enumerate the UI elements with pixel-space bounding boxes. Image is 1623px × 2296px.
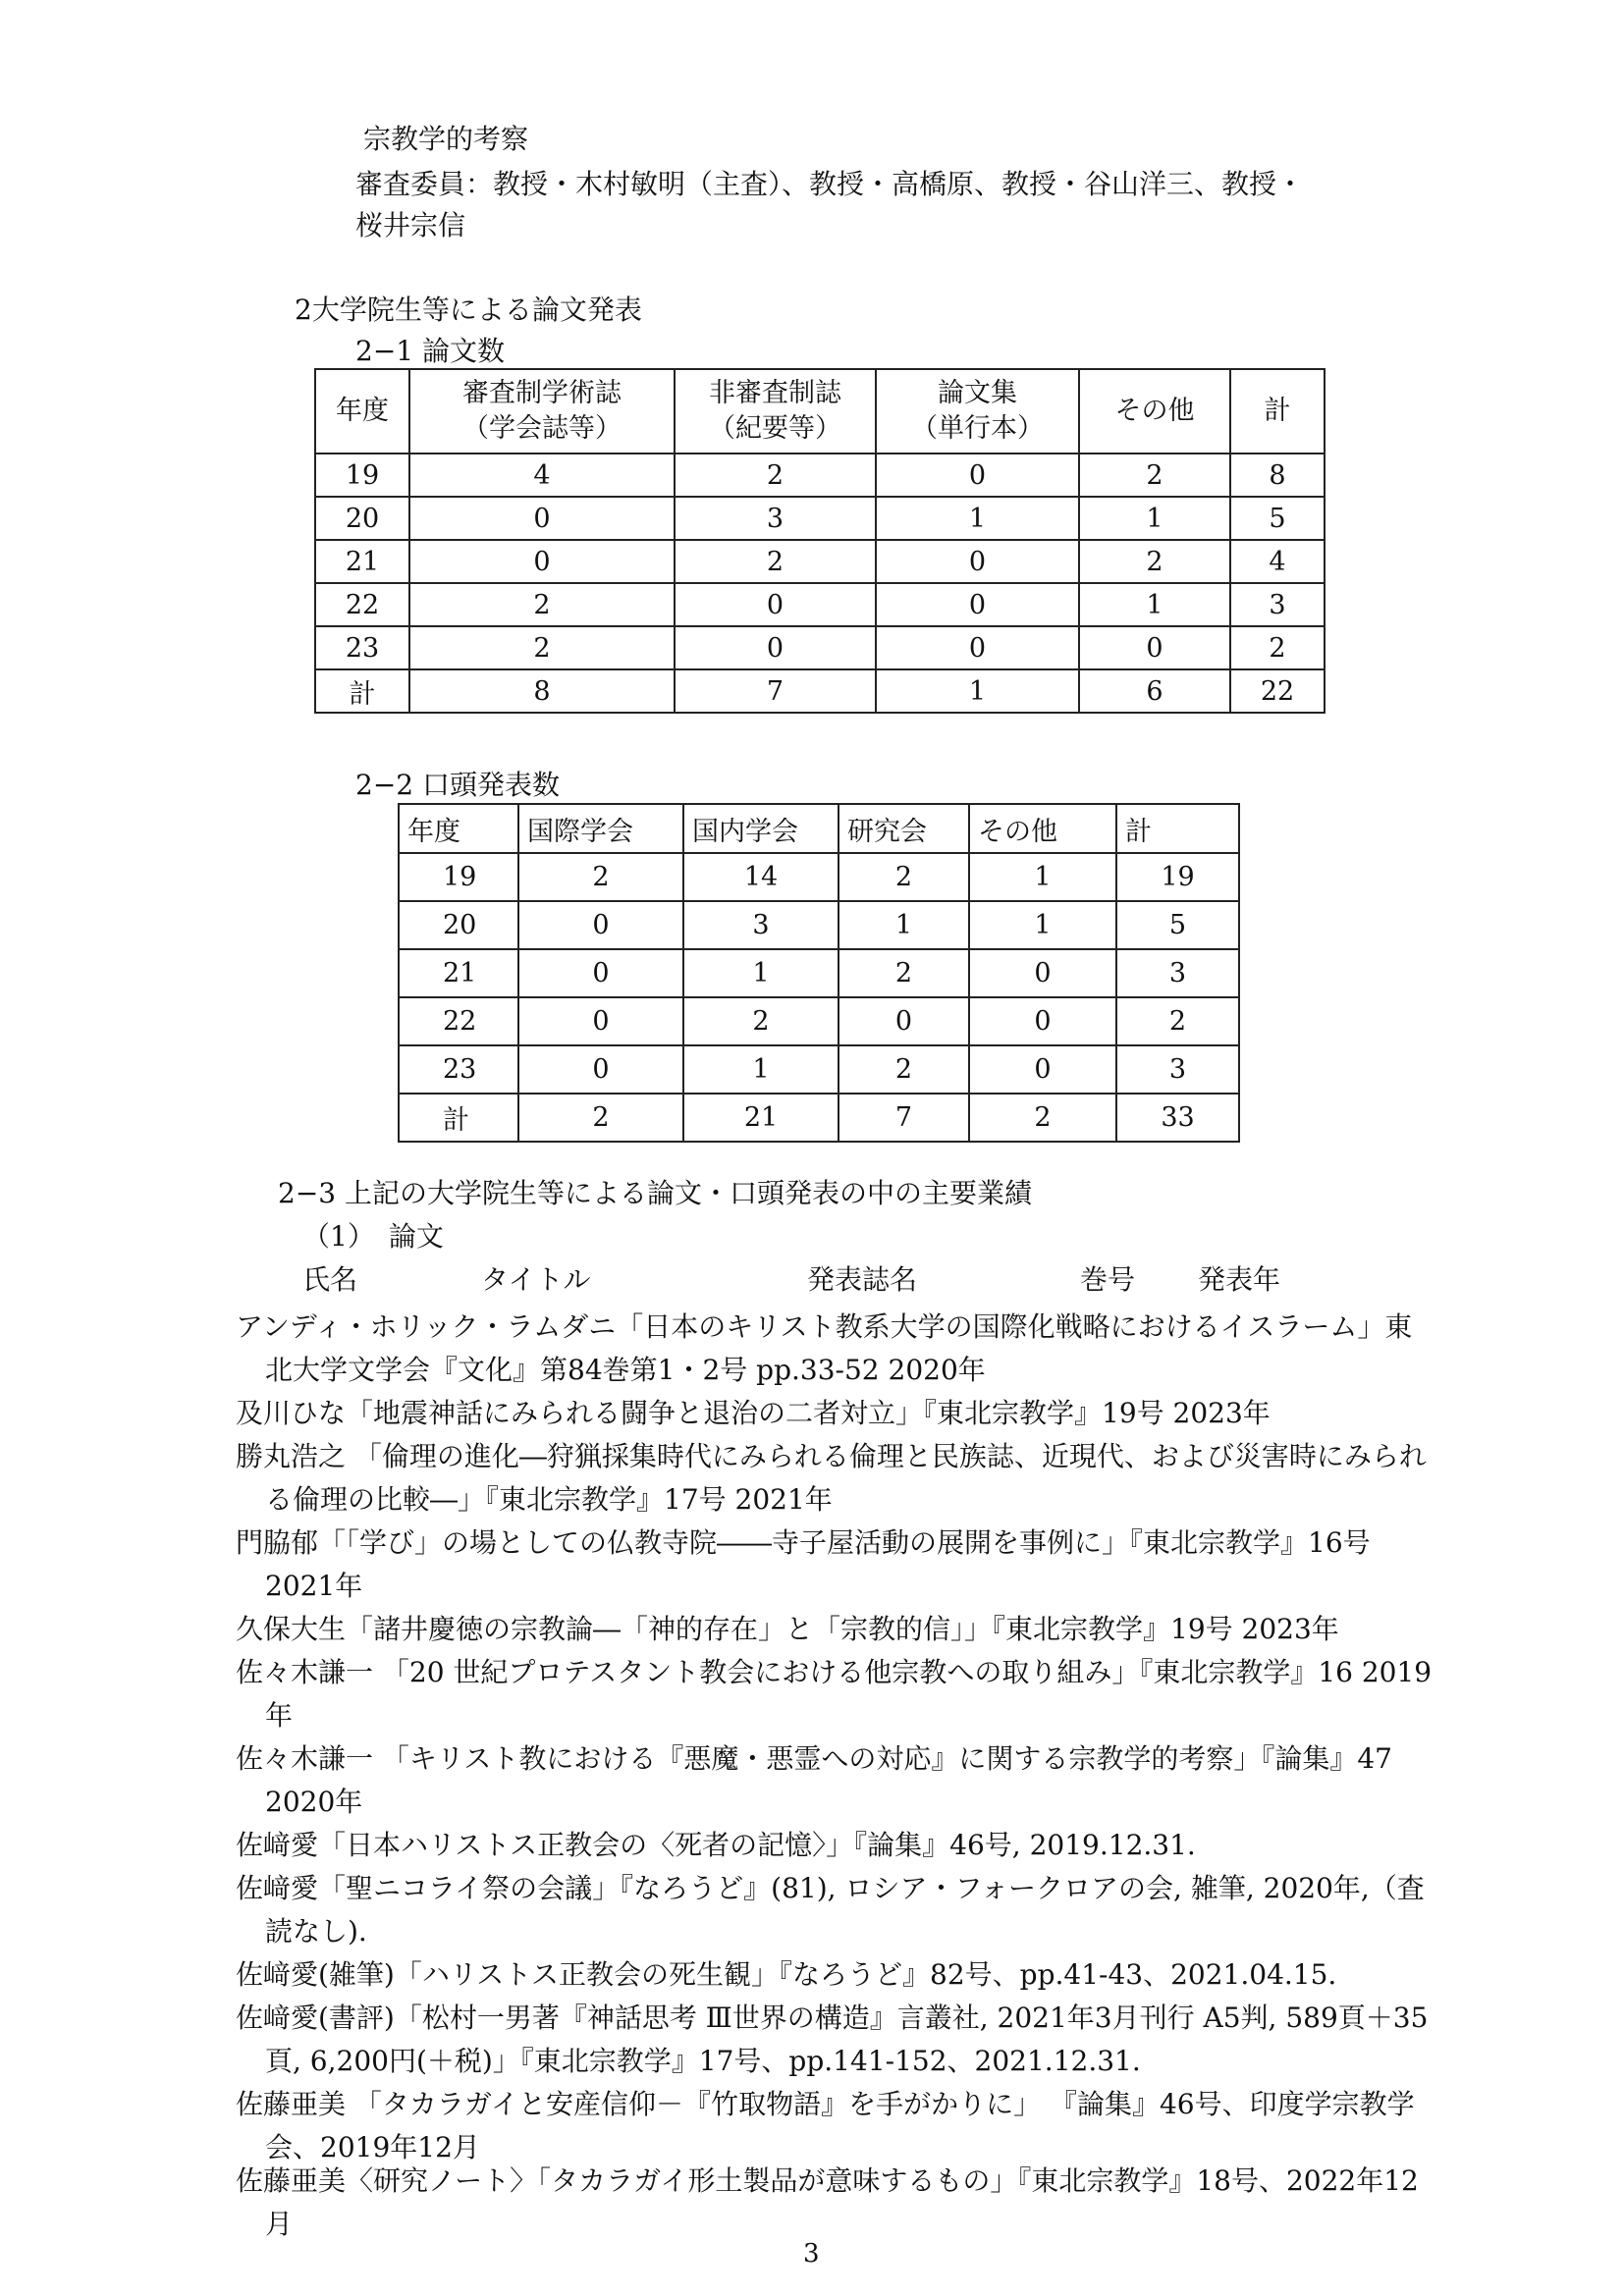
header-line-1: 宗教学的考察 [363, 123, 529, 155]
table-row [399, 901, 1239, 949]
subsection-2-2: 2−2 口頭発表数 [355, 769, 560, 801]
col-header: その他 [1079, 369, 1230, 454]
table-cell: 14 [683, 853, 839, 901]
list-item: 佐﨑愛(雑筆)「ハリストス正教会の死生観」『なろうど』82号、pp.41-43、2021.04.15. [236, 1958, 1337, 1991]
col-header: 計 [1230, 369, 1325, 454]
paper-count-table [314, 368, 1325, 714]
list-item: 佐﨑愛(書評)「松村一男著『神話思考 Ⅲ世界の構造』言叢社, 2021年3月刊行 A5判, 589頁＋35頁, 6,200円(＋税)」『東北宗教学』17号、pp.141-152、2021.12.31. [236, 2002, 1429, 2077]
table-cell: 22 [1230, 669, 1325, 713]
table-cell: 計 [399, 1094, 518, 1142]
table-cell: 21 [315, 540, 409, 583]
list-item: 門脇郁「「学び」の場としての仏教寺院――寺子屋活動の展開を事例に」『東北宗教学』16号 2021年 [236, 1526, 1371, 1602]
table-cell: 0 [839, 997, 969, 1045]
table-cell: 3 [683, 901, 839, 949]
table-cell: 1 [969, 901, 1116, 949]
table-cell: 20 [315, 497, 409, 540]
table-cell: 8 [409, 669, 675, 713]
col-header: 年度 [399, 804, 518, 853]
subsection-2-1: 2−1 論文数 [355, 335, 505, 367]
table-row [399, 949, 1239, 997]
table-cell: 2 [409, 583, 675, 626]
table-cell: 0 [409, 540, 675, 583]
list-item: 佐﨑愛「日本ハリストス正教会の〈死者の記憶〉」『論集』46号, 2019.12.31. [236, 1829, 1196, 1861]
table-cell: 3 [1116, 949, 1239, 997]
table-cell: 19 [315, 454, 409, 497]
table-cell: 1 [876, 669, 1079, 713]
table-cell: 21 [399, 949, 518, 997]
table-cell: 0 [675, 626, 876, 669]
list-item: 佐﨑愛「聖ニコライ祭の会議」『なろうど』(81), ロシア・フォークロアの会, 雑筆, 2020年,（査読なし). [236, 1872, 1425, 1948]
list-item: 及川ひな「地震神話にみられる闘争と退治の二者対立」『東北宗教学』19号 2023年 [236, 1397, 1271, 1429]
table-cell: 1 [1079, 497, 1230, 540]
col-year-label: 発表年 [1198, 1263, 1281, 1296]
table-cell: 0 [1079, 626, 1230, 669]
table-cell: 1 [1079, 583, 1230, 626]
table-row [315, 497, 1325, 540]
table-cell: 2 [1079, 454, 1230, 497]
table-cell: 2 [839, 1045, 969, 1094]
table-cell: 0 [518, 901, 683, 949]
col-header: 国内学会 [683, 804, 839, 853]
table-cell: 0 [969, 949, 1116, 997]
table-row [315, 583, 1325, 626]
list-item: 佐藤亜美〈研究ノート〉「タカラガイ形土製品が意味するもの」『東北宗教学』18号、2022年12月 [236, 2164, 1419, 2240]
list-item: 佐々木謙一 「キリスト教における『悪魔・悪霊への対応』に関する宗教学的考察」『論集』47 2020年 [236, 1742, 1392, 1818]
table-cell: 2 [1079, 540, 1230, 583]
table-cell: 0 [876, 454, 1079, 497]
table-cell: 7 [839, 1094, 969, 1142]
col-header: 論文集 （単行本） [876, 369, 1079, 454]
table-cell: 1 [683, 949, 839, 997]
table-cell: 23 [315, 626, 409, 669]
table-cell: 6 [1079, 669, 1230, 713]
table-cell: 0 [518, 1045, 683, 1094]
col-header: 国際学会 [518, 804, 683, 853]
table-cell: 21 [683, 1094, 839, 1142]
table-cell: 3 [1116, 1045, 1239, 1094]
table-cell: 0 [969, 1045, 1116, 1094]
table-cell: 22 [315, 583, 409, 626]
list-item: アンディ・ホリック・ラムダニ「日本のキリスト教系大学の国際化戦略におけるイスラーム」東北大学文学会『文化』第84巻第1・2号 pp.33-52 2020年 [236, 1310, 1413, 1386]
table-cell: 3 [675, 497, 876, 540]
table-cell: 8 [1230, 454, 1325, 497]
table-cell: 0 [876, 583, 1079, 626]
col-header: 年度 [315, 369, 409, 454]
table-cell: 19 [399, 853, 518, 901]
header-line-2: 審査委員：教授・木村敏明（主査）、教授・高橋原、教授・谷山洋三、教授・ [355, 168, 1305, 200]
header-line-3: 桜井宗信 [355, 209, 466, 241]
table-cell: 0 [876, 540, 1079, 583]
table-cell: 19 [1116, 853, 1239, 901]
page-number: 3 [803, 2239, 820, 2269]
table-cell: 0 [409, 497, 675, 540]
section-title: 2大学院生等による論文発表 [295, 294, 642, 326]
list-item: 佐藤亜美 「タカラガイと安産信仰－『竹取物語』を手がかりに」 『論集』46号、印度学宗教学会、2019年12月 [236, 2088, 1415, 2163]
table-cell: 7 [675, 669, 876, 713]
col-volume-label: 巻号 [1080, 1263, 1136, 1296]
table-cell: 2 [409, 626, 675, 669]
table-cell: 4 [409, 454, 675, 497]
table-cell: 2 [518, 1094, 683, 1142]
table-cell: 0 [518, 949, 683, 997]
table-cell: 1 [683, 1045, 839, 1094]
table-cell: 2 [1116, 997, 1239, 1045]
table-cell: 2 [969, 1094, 1116, 1142]
table-cell: 5 [1230, 497, 1325, 540]
table-cell: 3 [1230, 583, 1325, 626]
list-item: 勝丸浩之 「倫理の進化―狩猟採集時代にみられる倫理と民族誌、近現代、および災害時にみられる倫理の比較―」『東北宗教学』17号 2021年 [236, 1440, 1427, 1516]
table-cell: 2 [518, 853, 683, 901]
table-total-row [399, 1094, 1239, 1142]
table-cell: 1 [876, 497, 1079, 540]
table-cell: 2 [1230, 626, 1325, 669]
table-cell: 2 [839, 949, 969, 997]
table-cell: 22 [399, 997, 518, 1045]
col-name-label: 氏名 [302, 1263, 358, 1296]
table-total-row [315, 669, 1325, 713]
table-cell: 20 [399, 901, 518, 949]
table-row [399, 1045, 1239, 1094]
subsection-2-3: 2−3 上記の大学院生等による論文・口頭発表の中の主要業績 [278, 1177, 1032, 1209]
table-cell: 2 [675, 454, 876, 497]
list-item: 久保大生「諸井慶徳の宗教論―「神的存在」と「宗教的信」」『東北宗教学』19号 2023年 [236, 1613, 1339, 1645]
col-title-label: タイトル [481, 1263, 591, 1296]
table-cell: 0 [518, 997, 683, 1045]
col-header: その他 [969, 804, 1116, 853]
table-cell: 4 [1230, 540, 1325, 583]
table-cell: 0 [876, 626, 1079, 669]
col-header: 研究会 [839, 804, 969, 853]
table-row [399, 997, 1239, 1045]
list-item: 佐々木謙一 「20 世紀プロテスタント教会における他宗教への取り組み」『東北宗教学』16 2019年 [236, 1656, 1433, 1732]
table-cell: 2 [675, 540, 876, 583]
table-row [315, 454, 1325, 497]
table-row [315, 540, 1325, 583]
table-cell: 2 [839, 853, 969, 901]
table-cell: 23 [399, 1045, 518, 1094]
table-cell: 計 [315, 669, 409, 713]
table-cell: 33 [1116, 1094, 1239, 1142]
table-cell: 1 [969, 853, 1116, 901]
table-cell: 0 [675, 583, 876, 626]
oral-presentation-table [398, 803, 1240, 1143]
col-journal-label: 発表誌名 [807, 1263, 918, 1296]
table-cell: 5 [1116, 901, 1239, 949]
subsection-item-papers: （1） 論文 [302, 1220, 444, 1253]
col-header: 非審査制誌 （紀要等） [675, 369, 876, 454]
table-cell: 2 [683, 997, 839, 1045]
col-header: 審査制学術誌 （学会誌等） [409, 369, 675, 454]
table-row [315, 626, 1325, 669]
table-cell: 0 [969, 997, 1116, 1045]
table-cell: 1 [839, 901, 969, 949]
table-row [399, 853, 1239, 901]
col-header: 計 [1116, 804, 1239, 853]
table-header-row [315, 369, 1325, 454]
table-header-row [399, 804, 1239, 853]
